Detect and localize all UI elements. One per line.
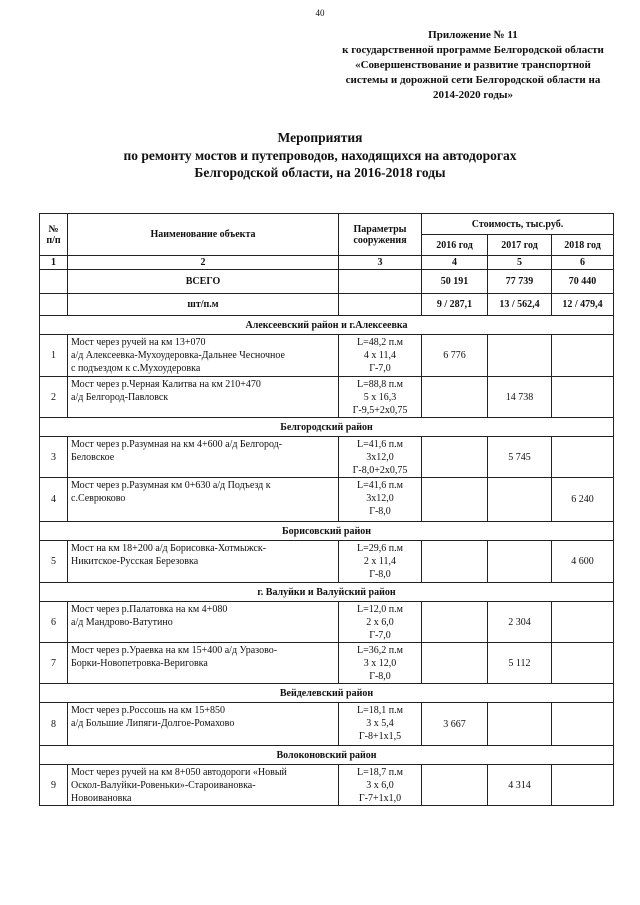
units-row bbox=[40, 294, 614, 316]
header-params-line: сооружения bbox=[353, 234, 407, 246]
object-name bbox=[68, 765, 339, 806]
object-name-line: с.Севрюково bbox=[71, 493, 126, 504]
cost-2016 bbox=[422, 377, 488, 418]
bridges-table bbox=[39, 213, 614, 806]
cost-2017 bbox=[488, 541, 552, 583]
object-name-line: а/д Мандрово-Ватутино bbox=[71, 617, 173, 628]
cost-2017: 14 738 bbox=[488, 377, 552, 418]
cost-2016 bbox=[422, 478, 488, 522]
bridge-row bbox=[40, 765, 614, 806]
cost-2018 bbox=[552, 643, 614, 684]
units-num-cell bbox=[40, 294, 68, 316]
district-name: Борисовский район bbox=[40, 522, 614, 541]
header-year-2017: 2017 год bbox=[488, 235, 552, 256]
column-numbers-row bbox=[40, 256, 614, 270]
total-params-cell bbox=[339, 270, 422, 294]
object-name-line: Мост через р.Палатовка на км 4+080 bbox=[71, 604, 228, 615]
district-name: Белгородский район bbox=[40, 418, 614, 437]
bridge-row bbox=[40, 703, 614, 746]
object-name bbox=[68, 602, 339, 643]
object-name-line: Мост через р.Разумная на км 4+600 а/д Белгород- bbox=[71, 439, 283, 450]
column-number: 1 bbox=[40, 256, 68, 270]
bridge-row bbox=[40, 335, 614, 377]
cost-2018 bbox=[552, 335, 614, 377]
object-name-line: Мост через р.Ураевка на км 15+400 а/д Уразово- bbox=[71, 645, 278, 656]
total-num-cell bbox=[40, 270, 68, 294]
district-row bbox=[40, 746, 614, 765]
param-line: L=41,6 п.м bbox=[357, 480, 403, 491]
cost-2016 bbox=[422, 437, 488, 478]
bridge-row bbox=[40, 377, 614, 418]
param-line: Г-8,0 bbox=[369, 671, 391, 682]
structure-params bbox=[339, 602, 422, 643]
cost-2018 bbox=[552, 602, 614, 643]
cost-2016: 6 776 bbox=[422, 335, 488, 377]
structure-params bbox=[339, 643, 422, 684]
bridge-row bbox=[40, 478, 614, 522]
appendix-line: Приложение № 11 bbox=[428, 29, 518, 41]
total-row bbox=[40, 270, 614, 294]
cost-2016 bbox=[422, 765, 488, 806]
param-line: L=12,0 п.м bbox=[357, 604, 403, 615]
param-line: Г-8,0 bbox=[369, 569, 391, 580]
object-name bbox=[68, 703, 339, 746]
structure-params bbox=[339, 478, 422, 522]
object-name bbox=[68, 335, 339, 377]
appendix-line: «Совершенствование и развитие транспортной bbox=[355, 59, 591, 71]
bridge-row bbox=[40, 541, 614, 583]
structure-params bbox=[339, 377, 422, 418]
bridge-row bbox=[40, 643, 614, 684]
total-2018: 70 440 bbox=[552, 270, 614, 294]
param-line: 3х12,0 bbox=[366, 452, 394, 463]
param-line: L=29,6 п.м bbox=[357, 543, 403, 554]
header-year-2016: 2016 год bbox=[422, 235, 488, 256]
units-label: шт/п.м bbox=[68, 294, 339, 316]
district-row bbox=[40, 522, 614, 541]
cost-2017: 5 745 bbox=[488, 437, 552, 478]
total-2017: 77 739 bbox=[488, 270, 552, 294]
object-name bbox=[68, 541, 339, 583]
param-line: 3 х 12,0 bbox=[363, 658, 397, 669]
param-line: Г-7+1х1,0 bbox=[358, 793, 402, 804]
cost-2016 bbox=[422, 541, 488, 583]
cost-2017 bbox=[488, 478, 552, 522]
param-line: Г-8,0+2х0,75 bbox=[352, 465, 408, 476]
object-name-line: Никитское-Русская Березовка bbox=[71, 556, 199, 567]
district-name: Алексеевский район и г.Алексеевка bbox=[40, 316, 614, 335]
header-year-2018: 2018 год bbox=[552, 235, 614, 256]
object-name-line: а/д Большие Липяги-Долгое-Ромахово bbox=[71, 718, 235, 729]
appendix-line: к государственной программе Белгородской области bbox=[342, 44, 604, 56]
cost-2016 bbox=[422, 643, 488, 684]
object-name-line: а/д Белгород-Павловск bbox=[71, 392, 169, 403]
header-params-line: Параметры bbox=[353, 223, 407, 235]
param-line: L=48,2 п.м bbox=[357, 337, 403, 348]
param-line: 4 х 11,4 bbox=[363, 350, 397, 361]
bridge-row bbox=[40, 602, 614, 643]
row-number: 3 bbox=[40, 437, 68, 478]
column-number: 4 bbox=[422, 256, 488, 270]
param-line: Г-7,0 bbox=[369, 363, 391, 374]
cost-2018 bbox=[552, 765, 614, 806]
cost-2017: 2 304 bbox=[488, 602, 552, 643]
row-number: 2 bbox=[40, 377, 68, 418]
param-line: 3х12,0 bbox=[366, 493, 394, 504]
cost-2017: 5 112 bbox=[488, 643, 552, 684]
appendix-heading bbox=[315, 28, 631, 103]
object-name-line: Мост через ручей на км 13+070 bbox=[71, 337, 206, 348]
param-line: 2 х 6,0 bbox=[366, 617, 394, 628]
header-num bbox=[40, 214, 68, 256]
structure-params bbox=[339, 437, 422, 478]
cost-2018: 6 240 bbox=[552, 478, 614, 522]
units-2018: 12 / 479,4 bbox=[552, 294, 614, 316]
district-name: Вейделевский район bbox=[40, 684, 614, 703]
structure-params bbox=[339, 703, 422, 746]
cost-2018 bbox=[552, 437, 614, 478]
object-name bbox=[68, 478, 339, 522]
param-line: 5 х 16,3 bbox=[363, 392, 397, 403]
param-line: 2 х 11,4 bbox=[363, 556, 397, 567]
page-number: 40 bbox=[315, 8, 325, 18]
cost-2017: 4 314 bbox=[488, 765, 552, 806]
object-name-line: Мост через р.Россошь на км 15+850 bbox=[71, 705, 225, 716]
object-name-line: Мост через р.Черная Калитва на км 210+470 bbox=[71, 379, 261, 390]
object-name-line: Беловское bbox=[71, 452, 115, 463]
total-2016: 50 191 bbox=[422, 270, 488, 294]
column-number: 3 bbox=[339, 256, 422, 270]
param-line: L=36,2 п.м bbox=[357, 645, 403, 656]
param-line: 3 х 6,0 bbox=[366, 780, 394, 791]
row-number: 1 bbox=[40, 335, 68, 377]
object-name-line: Борки-Новопетровка-Вериговка bbox=[71, 658, 208, 669]
cost-2017 bbox=[488, 703, 552, 746]
object-name bbox=[68, 437, 339, 478]
title-line: по ремонту мостов и путепроводов, находящихся на автодорогах bbox=[123, 147, 517, 163]
cost-2016: 3 667 bbox=[422, 703, 488, 746]
title-line: Мероприятия bbox=[277, 130, 363, 145]
row-number: 6 bbox=[40, 602, 68, 643]
object-name-line: Мост на км 18+200 а/д Борисовка-Хотмыжск- bbox=[71, 543, 267, 554]
object-name bbox=[68, 377, 339, 418]
district-row bbox=[40, 684, 614, 703]
object-name-line: Мост через ручей на км 8+050 автодороги «Новый bbox=[71, 767, 287, 778]
appendix-line: системы и дорожной сети Белгородской области на bbox=[345, 74, 601, 86]
appendix-line: 2014-2020 годы» bbox=[433, 89, 513, 101]
total-label: ВСЕГО bbox=[68, 270, 339, 294]
district-name: Волоконовский район bbox=[40, 746, 614, 765]
param-line: Г-8,0 bbox=[369, 506, 391, 517]
structure-params bbox=[339, 541, 422, 583]
document-title bbox=[0, 129, 640, 182]
row-number: 7 bbox=[40, 643, 68, 684]
district-name: г. Валуйки и Валуйский район bbox=[40, 583, 614, 602]
cost-2017 bbox=[488, 335, 552, 377]
object-name-line: с подъездом к с.Мухоудеровка bbox=[71, 363, 201, 374]
object-name-line: Оскол-Валуйки-Ровеньки»-Староивановка- bbox=[71, 780, 256, 791]
column-number: 5 bbox=[488, 256, 552, 270]
header-params bbox=[339, 214, 422, 256]
cost-2018: 4 600 bbox=[552, 541, 614, 583]
param-line: Г-7,0 bbox=[369, 630, 391, 641]
cost-2016 bbox=[422, 602, 488, 643]
row-number: 9 bbox=[40, 765, 68, 806]
param-line: Г-9,5+2х0,75 bbox=[352, 405, 408, 416]
param-line: L=41,6 п.м bbox=[357, 439, 403, 450]
object-name-line: Новоивановка bbox=[71, 793, 132, 804]
param-line: L=88,8 п.м bbox=[357, 379, 403, 390]
header-cost: Стоимость, тыс.руб. bbox=[422, 214, 614, 235]
units-2017: 13 / 562,4 bbox=[488, 294, 552, 316]
header-num-line: п/п bbox=[46, 234, 61, 246]
column-number: 6 bbox=[552, 256, 614, 270]
object-name-line: Мост через р.Разумная км 0+630 а/д Подъезд к bbox=[71, 480, 271, 491]
district-row bbox=[40, 418, 614, 437]
district-row bbox=[40, 583, 614, 602]
cost-2018 bbox=[552, 703, 614, 746]
object-name bbox=[68, 643, 339, 684]
param-line: L=18,1 п.м bbox=[357, 705, 403, 716]
row-number: 8 bbox=[40, 703, 68, 746]
object-name-line: а/д Алексеевка-Мухоудеровка-Дальнее Чесночное bbox=[71, 350, 285, 361]
units-2016: 9 / 287,1 bbox=[422, 294, 488, 316]
row-number: 5 bbox=[40, 541, 68, 583]
title-line: Белгородской области, на 2016-2018 годы bbox=[194, 165, 446, 180]
bridge-row bbox=[40, 437, 614, 478]
units-params-cell bbox=[339, 294, 422, 316]
param-line: 3 х 5,4 bbox=[366, 718, 394, 729]
structure-params bbox=[339, 335, 422, 377]
header-object-name: Наименование объекта bbox=[68, 214, 339, 256]
column-number: 2 bbox=[68, 256, 339, 270]
header-num-line: № bbox=[48, 223, 59, 235]
param-line: Г-8+1х1,5 bbox=[358, 731, 402, 742]
district-row bbox=[40, 316, 614, 335]
param-line: L=18,7 п.м bbox=[357, 767, 403, 778]
structure-params bbox=[339, 765, 422, 806]
cost-2018 bbox=[552, 377, 614, 418]
row-number: 4 bbox=[40, 478, 68, 522]
